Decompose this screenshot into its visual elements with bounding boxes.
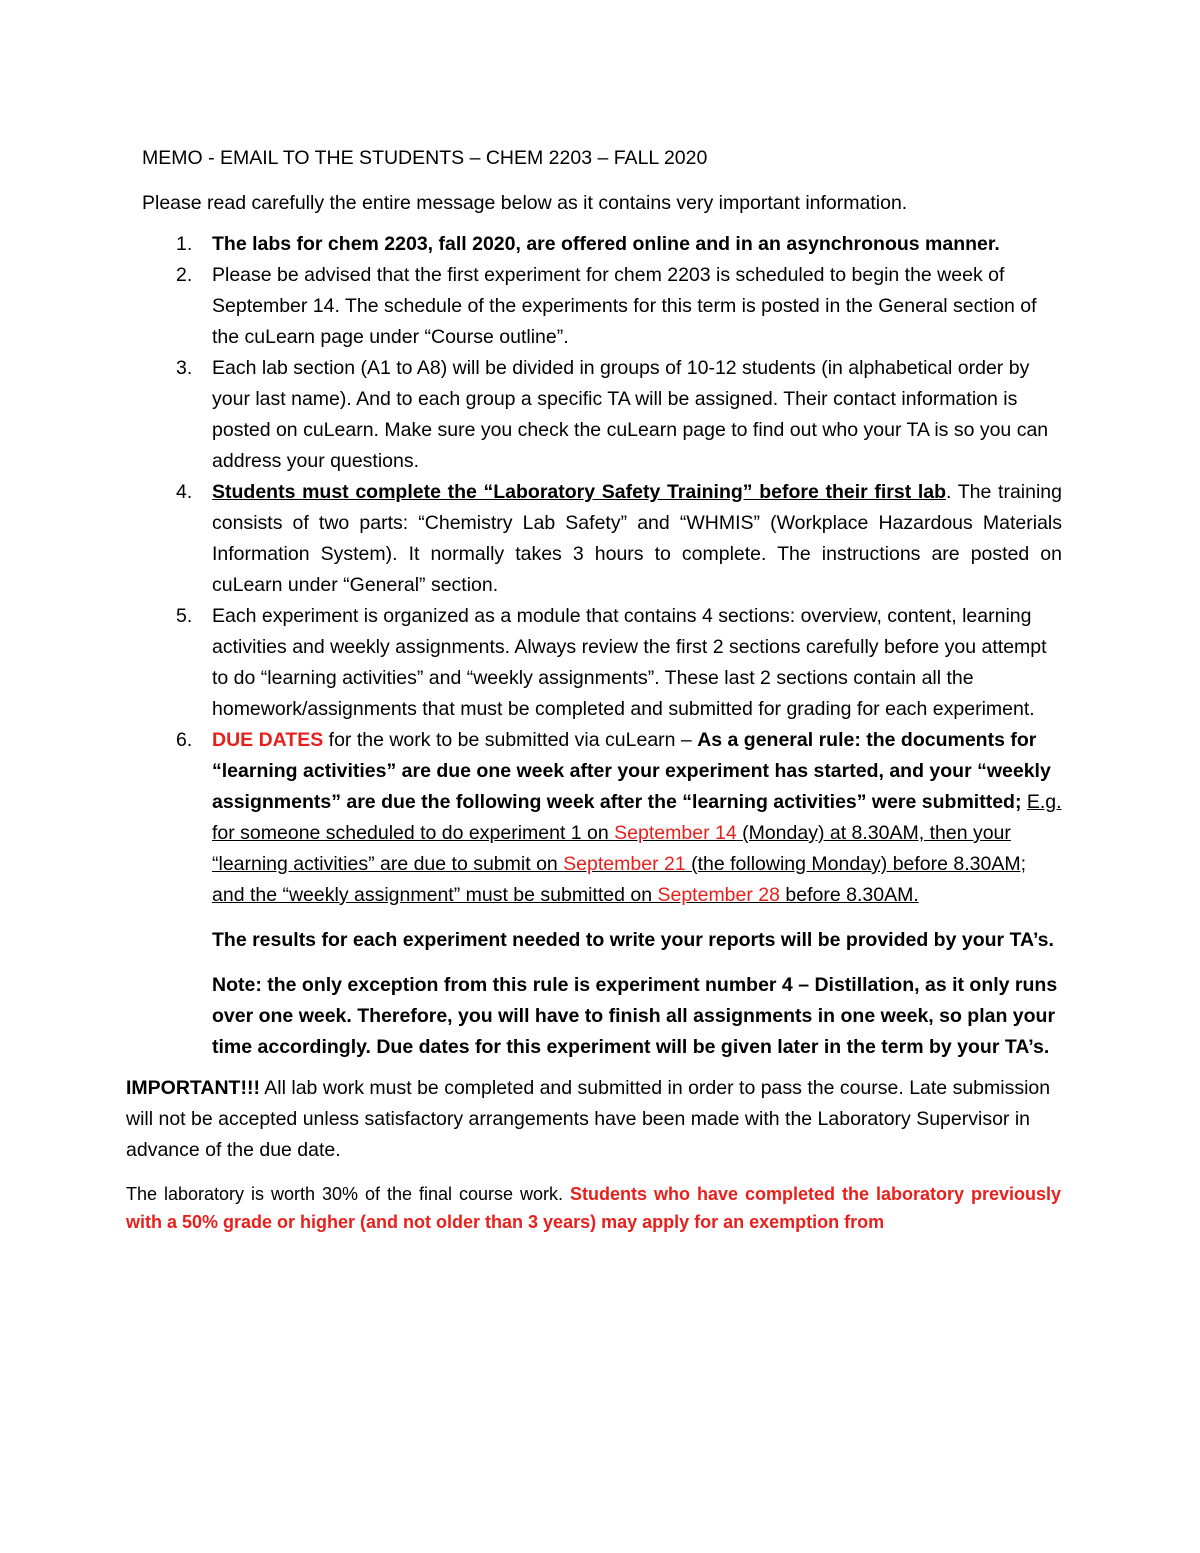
- list-item-number: 3.: [176, 357, 193, 379]
- date-september-28: September 28: [657, 884, 780, 906]
- list-item-number: 2.: [176, 264, 193, 286]
- list-item-number: 4.: [176, 481, 193, 503]
- example-part-1: E.g. for someone scheduled to do experiment 1 on: [212, 791, 1062, 844]
- list-item-text: Each experiment is organized as a module that contains 4 sections: overview, content, learning activities and weekly assignments. Always review the first 2 sections carefully before you attempt to do “learning activities” and “weekly assignments”. These last 2 sections contain all the homework/assignments that must be completed and submitted for grading for each experiment.: [212, 605, 1047, 720]
- list-item-text: The labs for chem 2203, fall 2020, are offered online and in an asynchronous manner.: [212, 233, 1000, 255]
- exception-note: Note: the only exception from this rule is experiment number 4 – Distillation, as it only runs over one week. Therefore, you will have to finish all assignments in one week, so plan your time accordingly. Due dates for this experiment will be given later in the term by your TA’s.: [212, 974, 1058, 1058]
- list-item-4: [142, 477, 1062, 601]
- list-item-text: Please be advised that the first experiment for chem 2203 is scheduled to begin the week of September 14. The schedule of the experiments for this term is posted in the General section of the cuLearn page under “Course outline”.: [212, 264, 1037, 348]
- list-item-text: . The training consists of two parts: “Chemistry Lab Safety” and “WHMIS” (Workplace Hazardous Materials Information System). It normally takes 3 hours to complete. The instructions are posted on cuLearn under “General” section.: [212, 481, 1062, 596]
- results-note: The results for each experiment needed to write your reports will be provided by your TA’s.: [212, 929, 1054, 951]
- date-september-14: September 14: [614, 822, 737, 844]
- exemption-text: Students who have completed the laboratory previously with a 50% grade or higher (and not older than 3 years) may apply for an exemption from: [126, 1184, 1061, 1232]
- safety-training-requirement: Students must complete the “Laboratory Safety Training” before their first lab: [212, 481, 947, 503]
- important-label: IMPORTANT!!!: [126, 1077, 260, 1099]
- important-text: All lab work must be completed and submitted in order to pass the course. Late submission will not be accepted unless satisfactory arrangements have been made with the Laboratory Supervisor in advance of the due date.: [126, 1077, 1051, 1161]
- example-part-3: (the following Monday) before 8.30AM; and the “weekly assignment” must be submitted on: [212, 853, 1027, 906]
- due-dates-text: for the work to be submitted via cuLearn –: [323, 729, 698, 751]
- important-notice: [126, 1073, 1062, 1166]
- example-part-2: (Monday) at 8.30AM, then your “learning activities” are due to submit on: [212, 822, 1011, 875]
- list-item-number: 6.: [176, 729, 193, 751]
- memo-title: MEMO - EMAIL TO THE STUDENTS – CHEM 2203 – FALL 2020: [142, 147, 708, 169]
- memo-item-list: [142, 229, 1062, 911]
- example-part-4: before 8.30AM.: [779, 884, 919, 906]
- list-item-number: 1.: [176, 233, 193, 255]
- lab-worth-notice: [126, 1180, 1061, 1236]
- list-item-number: 5.: [176, 605, 193, 627]
- memo-content: [126, 144, 1062, 1236]
- due-dates-label: DUE DATES: [212, 729, 324, 751]
- list-item-3: [142, 353, 1062, 477]
- list-item-text: Each lab section (A1 to A8) will be divided in groups of 10-12 students (in alphabetical order by your last name). And to each group a specific TA will be assigned. Their contact information is posted on cuLearn. Make sure you check the cuLearn page to find out who your TA is so you can address your questions.: [212, 357, 1049, 472]
- date-september-21: September 21: [563, 853, 686, 875]
- list-item-2: [142, 260, 1062, 353]
- list-item-1: [142, 229, 1062, 260]
- general-rule-text: As a general rule: the documents for “learning activities” are due one week after your experiment has started, and your “weekly assignments” are due the following week after the “learning activities” were submitted;: [212, 729, 1051, 813]
- lab-worth-text: The laboratory is worth 30% of the final course work.: [126, 1184, 570, 1204]
- memo-intro: Please read carefully the entire message below as it contains very important information.: [142, 192, 908, 214]
- list-item-6: [142, 725, 1062, 911]
- list-item-5: [142, 601, 1062, 725]
